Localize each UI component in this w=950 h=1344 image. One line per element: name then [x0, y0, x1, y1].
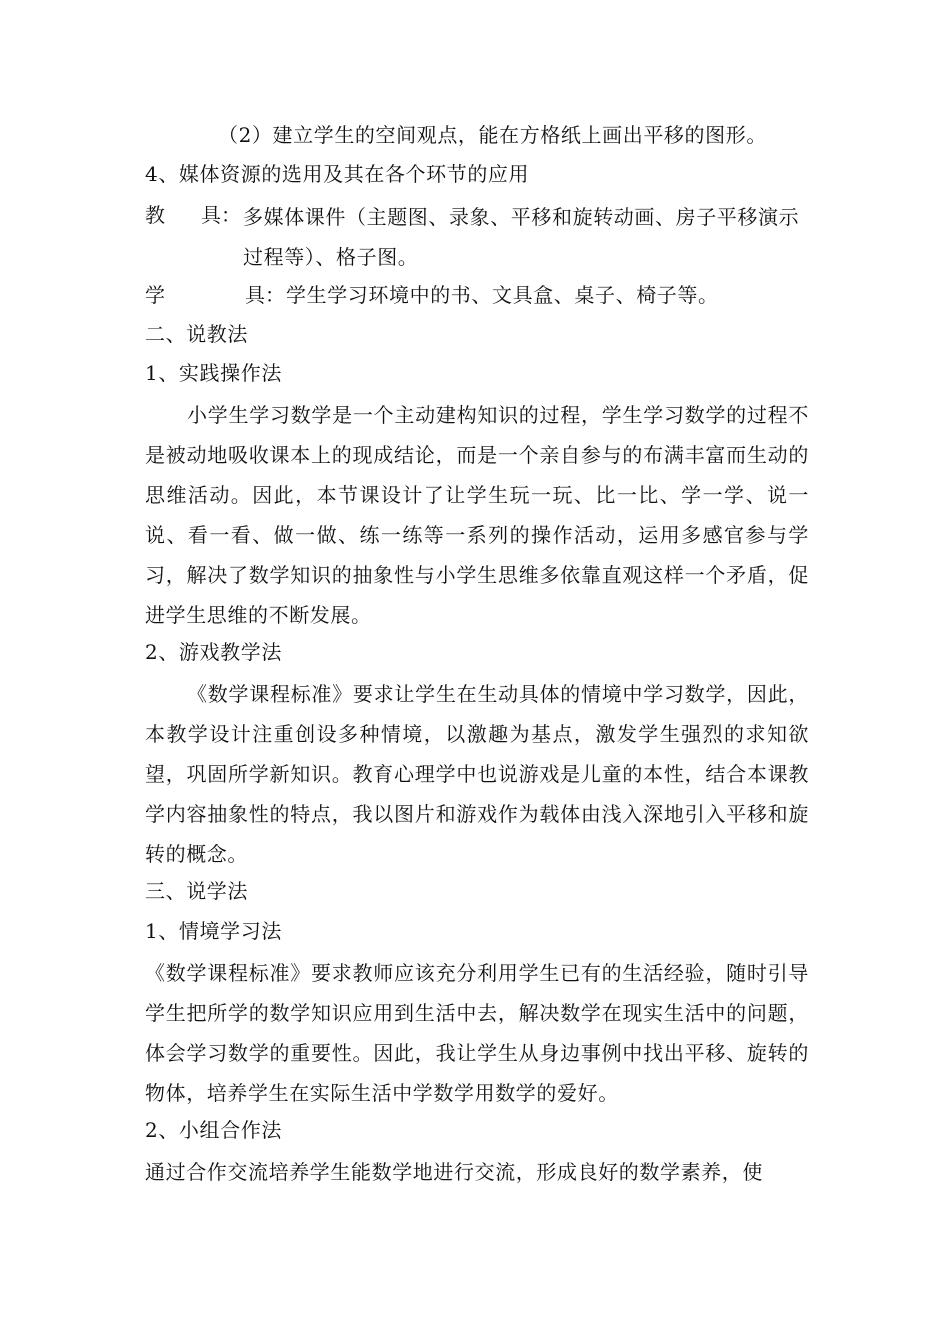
learning-method-1-heading: 1、情境学习法	[145, 919, 282, 943]
learning-tools-text: 学生学习环境中的书、文具盒、桌子、椅子等。	[286, 283, 719, 307]
learning-method-2-paragraph: 通过合作交流培养学生能数学地进行交流，形成良好的数学素养，使	[145, 1160, 763, 1184]
media-resources-heading: 4、媒体资源的选用及其在各个环节的应用	[145, 162, 530, 186]
section-2-heading: 二、说教法	[145, 322, 248, 346]
learning-tools-label-1: 学	[145, 283, 165, 307]
learning-tools-label-2: 具：	[245, 283, 285, 307]
teaching-method-1-heading: 1、实践操作法	[145, 361, 282, 385]
teaching-method-1-paragraph: 小学生学习数学是一个主动建构知识的过程，学生学习数学的过程不是被动地吸收课本上的现成结论，而是一个亲自参与的布满丰富而生动的思维活动。因此，本节课设计了让学生玩一玩、比一比、学一学、说一说、看一看、做一做、练一练等一系列的操作活动，运用多感官参与学习，解决了数学知识的抽象性与小学生思维多依靠直观这样一个矛盾，促进学生思维的不断发展。	[145, 403, 809, 627]
goal-2-line: （2）建立学生的空间观点，能在方格纸上画出平移的图形。	[218, 123, 767, 147]
section-3-heading: 三、说学法	[145, 879, 248, 903]
teaching-method-2-heading: 2、游戏教学法	[145, 640, 282, 664]
learning-method-1-paragraph: 《数学课程标准》要求教师应该充分利用学生已有的生活经验，随时引导学生把所学的数学知识应用到生活中去，解决数学在现实生活中的问题，体会学习数学的重要性。因此，我让学生从身边事例中找出平移、旋转的物体，培养学生在实际生活中学数学用数学的爱好。	[145, 961, 809, 1105]
teaching-tools-label-1: 教	[145, 203, 165, 227]
teaching-tools-text: 多媒体课件（主题图、录象、平移和旋转动画、房子平移演示过程等）、格子图。	[243, 205, 800, 269]
learning-method-2-heading: 2、小组合作法	[145, 1118, 282, 1142]
teaching-tools-label-2: 具：	[201, 203, 241, 227]
teaching-method-2-paragraph: 《数学课程标准》要求让学生在生动具体的情境中学习数学，因此，本教学设计注重创设多种情境，以激趣为基点，激发学生强烈的求知欲望，巩固所学新知识。教育心理学中也说游戏是儿童的本性，结合本课教学内容抽象性的特点，我以图片和游戏作为载体由浅入深地引入平移和旋转的概念。	[145, 682, 809, 866]
